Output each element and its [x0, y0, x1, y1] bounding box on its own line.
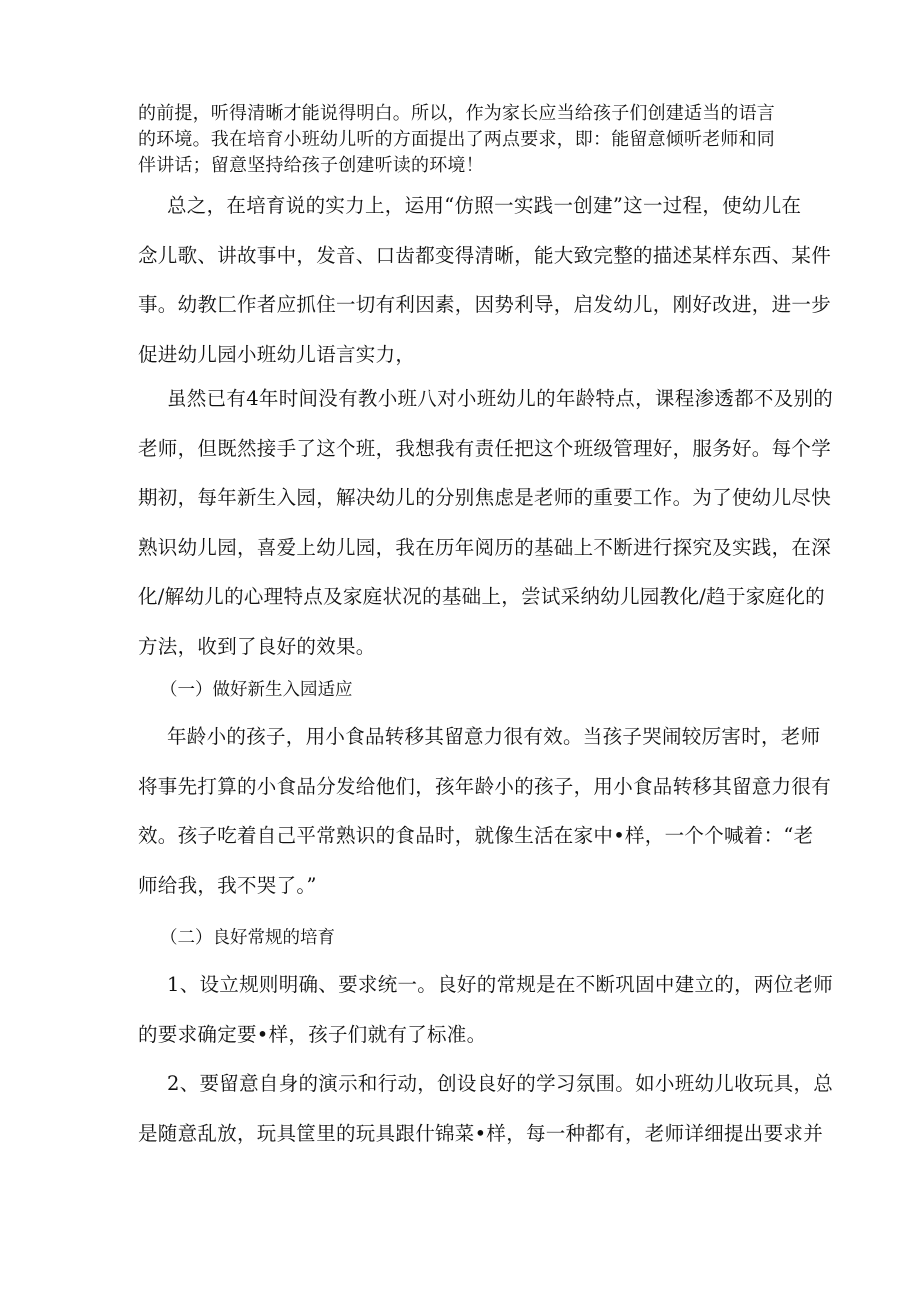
text-line: 1、设立规则明确、要求统一。良好的常规是在不断巩固中建立的，两位老师 — [167, 973, 834, 996]
text-line: 老师，但既然接手了这个班，我想我有责任把这个班级管理好，服务好。每个学 — [138, 436, 832, 460]
section-heading-1 — [160, 677, 810, 703]
text-line: 师给我，我不哭了。” — [138, 873, 317, 897]
text-line: 效。孩子吃着自己平常熟识的食品时，就像生活在家中•样，一个个喊着：“老 — [138, 824, 814, 847]
text-line: 虽然已有4年时间没有教小班八对小班幼儿的年龄特点，课程渗透都不及别的 — [167, 387, 834, 410]
text-line: 将事先打算的小食品分发给他们，孩年龄小的孩子，用小食品转移其留意力很有 — [138, 774, 832, 798]
text-line: 伴讲话；留意坚持给孩子创建听读的环境！ — [138, 155, 484, 176]
text-line: 念儿歌、讲故事中，发音、口齿都变得清晰，能大致完整的描述某样东西、某件 — [138, 243, 832, 267]
text-line: 方法，收到了良好的效果。 — [138, 634, 376, 658]
rule2-paragraph — [138, 1059, 834, 1158]
text-line: 年龄小的孩子，用小食品转移其留意力很有效。当孩子哭闹较厉害时，老师 — [167, 725, 821, 748]
text-line: 总之，在培育说的实力上，运用“仿照一实践一创建”这一过程，使幼儿在 — [167, 194, 802, 217]
text-line: 的要求确定要•样，孩子们就有了标准。 — [138, 1022, 487, 1046]
experience-paragraph — [138, 374, 834, 671]
text-line: 2、要留意自身的演示和行动，创设良好的学习氛围。如小班幼儿收玩具，总 — [167, 1072, 834, 1095]
text-line: 熟识幼儿园，喜爱上幼儿园，我在历年阅历的基础上不断进行探究及实践，在深 — [138, 535, 832, 559]
heading-text: （二）良好常规的培育 — [160, 928, 335, 948]
section-heading-2 — [160, 925, 810, 951]
text-line: 期初，每年新生入园，解决幼儿的分别焦虑是老师的重要工作。为了使幼儿尽快 — [138, 486, 832, 509]
rule1-paragraph — [138, 960, 834, 1059]
text-line: 是随意乱放，玩具筐里的玩具跟什锦菜•样，每一种都有，老师详细提出要求并 — [138, 1121, 824, 1145]
intro-paragraph — [138, 101, 788, 179]
text-line: 事。幼教匚作者应抓住一切有利因素，因势利导，启发幼儿，刚好改进，进一步 — [138, 293, 832, 316]
text-line: 的前提，听得清晰才能说得明白。所以，作为家长应当给孩子们创建适当的语言 — [138, 103, 775, 124]
text-line: 化/解幼儿的心理特点及家庭状况的基础上，尝试采纳幼儿园教化/趋于家庭化的 — [138, 585, 825, 608]
text-line: 促进幼儿园小班幼儿语言实力， — [138, 342, 416, 366]
section1-paragraph — [138, 712, 832, 910]
text-line: 的环境。我在培育小班幼儿听的方面提出了两点要求，即：能留意倾听老师和同 — [138, 129, 775, 150]
summary-paragraph — [138, 181, 832, 379]
heading-text: （一）做好新生入园适应 — [160, 680, 353, 700]
